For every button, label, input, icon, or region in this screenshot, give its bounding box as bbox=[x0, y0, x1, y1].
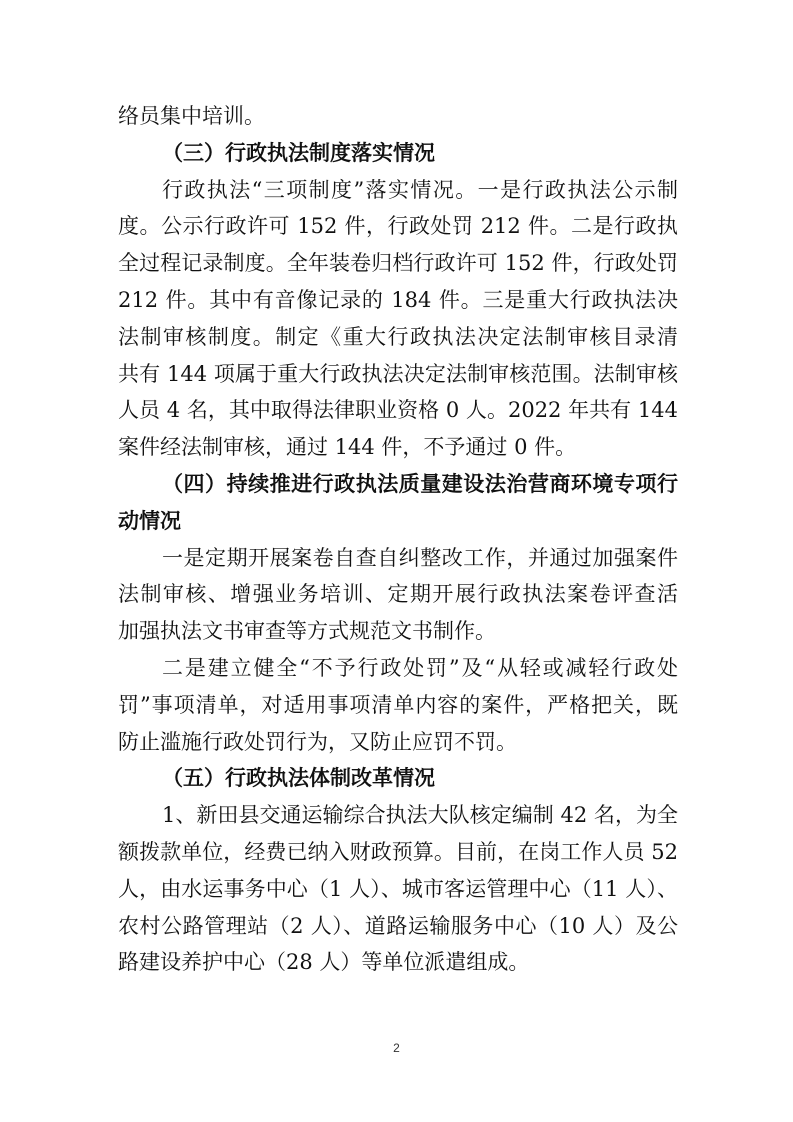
section-heading: （五）行政执法体制改革情况 bbox=[162, 765, 435, 791]
text-line: 一是定期开展案卷自查自纠整改工作，并通过加强案件 bbox=[162, 545, 678, 570]
page-number: 2 bbox=[393, 1041, 400, 1055]
section-heading: （四）持续推进行政执法质量建设法治营商环境专项行 bbox=[162, 470, 678, 496]
text-line: 共有 144 项属于重大行政执法决定法制审核范围。法制审核 bbox=[118, 361, 678, 386]
text-line: 度。公示行政许可 152 件，行政处罚 212 件。二是行政执 bbox=[118, 214, 678, 239]
text-line: 农村公路管理站（2 人）、道路运输服务中心（10 人）及公 bbox=[118, 913, 678, 938]
text-line: 二是建立健全“不予行政处罚”及“从轻或减轻行政处 bbox=[162, 655, 678, 680]
text-line: 法制审核、增强业务培训、定期开展行政执法案卷评查活 bbox=[118, 582, 678, 607]
text-line: 络员集中培训。 bbox=[118, 104, 265, 128]
text-line: 罚”事项清单，对适用事项清单内容的案件，严格把关，既 bbox=[118, 692, 678, 717]
text-line: 人，由水运事务中心（1 人）、城市客运管理中心（11 人）、 bbox=[118, 876, 678, 901]
section-heading-continuation: 动情况 bbox=[118, 507, 181, 533]
document-body bbox=[118, 98, 678, 981]
text-line: 212 件。其中有音像记录的 184 件。三是重大行政执法决 bbox=[118, 287, 678, 312]
text-line: 案件经法制审核，通过 144 件，不予通过 0 件。 bbox=[118, 435, 577, 460]
text-line: 加强执法文书审查等方式规范文书制作。 bbox=[118, 619, 496, 644]
text-line: 路建设养护中心（28 人）等单位派遣组成。 bbox=[118, 950, 530, 975]
text-line: 全过程记录制度。全年装卷归档行政许可 152 件，行政处罚 bbox=[118, 251, 678, 276]
text-line: 防止滥施行政处罚行为，又防止应罚不罚。 bbox=[118, 729, 517, 754]
text-line: 行政执法“三项制度”落实情况。一是行政执法公示制 bbox=[162, 177, 678, 202]
text-line: 人员 4 名，其中取得法律职业资格 0 人。2022 年共有 144 bbox=[118, 398, 678, 423]
text-line: 额拨款单位，经费已纳入财政预算。目前，在岗工作人员 52 bbox=[118, 839, 678, 864]
text-line: 1、新田县交通运输综合执法大队核定编制 42 名，为全 bbox=[162, 803, 678, 828]
section-heading: （三）行政执法制度落实情况 bbox=[162, 139, 435, 165]
text-line: 法制审核制度。制定《重大行政执法决定法制审核目录清 bbox=[118, 324, 678, 349]
